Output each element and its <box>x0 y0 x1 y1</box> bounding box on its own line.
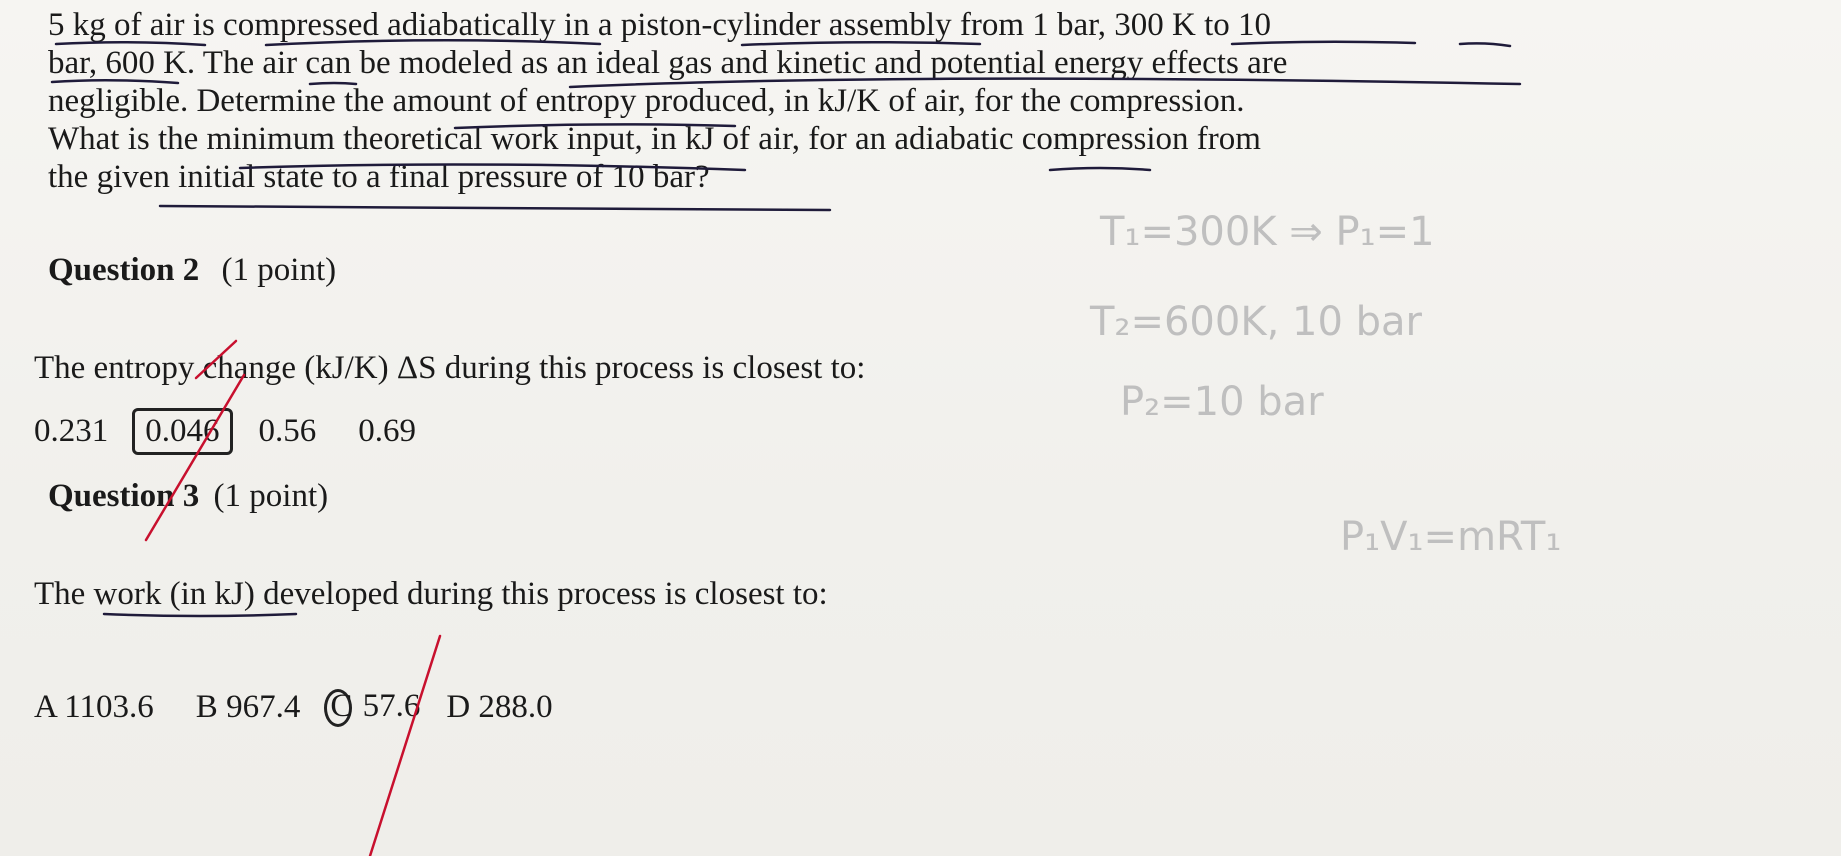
question-2-choice-1[interactable]: 0.231 <box>34 413 109 449</box>
question-3-points: (1 point) <box>213 478 329 514</box>
note-line-4: P₁V₁=mRT₁ <box>1340 514 1562 560</box>
question-2-choice-2-selected[interactable]: 0.046 <box>132 408 232 455</box>
underline-given-initial <box>160 206 830 210</box>
question-3-choices <box>34 688 595 727</box>
note-line-2: T₂=600K, 10 bar <box>1090 299 1422 345</box>
choice-d-value: 288.0 <box>478 689 553 726</box>
problem-line-3: negligible. Determine the amount of entropy produced, in kJ/K of air, for the compression. <box>48 83 1245 119</box>
handwritten-notes <box>1090 209 1810 592</box>
question-3-choice-a[interactable] <box>34 689 154 726</box>
question-3-choice-d[interactable] <box>446 689 552 726</box>
choice-b-value: 967.4 <box>226 689 301 726</box>
problem-line-1: 5 kg of air is compressed adiabatically in a piston-cylinder assembly from 1 bar, 300 K to 10 <box>48 7 1272 43</box>
question-3-choice-c-selected[interactable] <box>324 688 420 727</box>
question-2-choice-4[interactable]: 0.69 <box>358 413 416 449</box>
choice-a-letter: A <box>34 689 57 726</box>
question-2-title <box>48 252 336 289</box>
problem-line-5: the given initial state to a final pressure of 10 bar? <box>48 159 710 195</box>
question-3-title <box>48 478 328 515</box>
question-3-text: The work (in kJ) developed during this process is closest to: <box>34 576 828 612</box>
red-slash-q2 <box>146 375 244 540</box>
question-2-label: Question 2 <box>48 252 200 288</box>
choice-b-letter: B <box>195 689 218 726</box>
choice-a-value: 1103.6 <box>64 689 154 726</box>
question-3-label: Question 3 <box>48 478 200 514</box>
problem-line-4: What is the minimum theoretical work input, in kJ of air, for an adiabatic compression from <box>48 121 1261 157</box>
choice-c-value: 57.6 <box>362 688 421 724</box>
underline-work-in-kj <box>104 614 296 616</box>
question-2-points: (1 point) <box>221 252 337 288</box>
note-line-3: P₂=10 bar <box>1120 379 1324 425</box>
question-3-choice-b[interactable] <box>196 689 301 726</box>
question-2-choices <box>34 408 458 455</box>
choice-c-letter: C <box>330 688 353 724</box>
problem-statement <box>48 6 1528 196</box>
question-2-choice-3[interactable]: 0.56 <box>258 413 317 449</box>
note-line-1: T₁=300K ⇒ P₁=1 <box>1100 209 1435 255</box>
choice-d-letter: D <box>446 689 471 726</box>
red-slash-q3 <box>370 636 440 856</box>
question-2-text: The entropy change (kJ/K) ΔS during this process is closest to: <box>34 350 866 386</box>
problem-line-2: bar, 600 K. The air can be modeled as an ideal gas and kinetic and potential energy effects are <box>48 45 1288 81</box>
